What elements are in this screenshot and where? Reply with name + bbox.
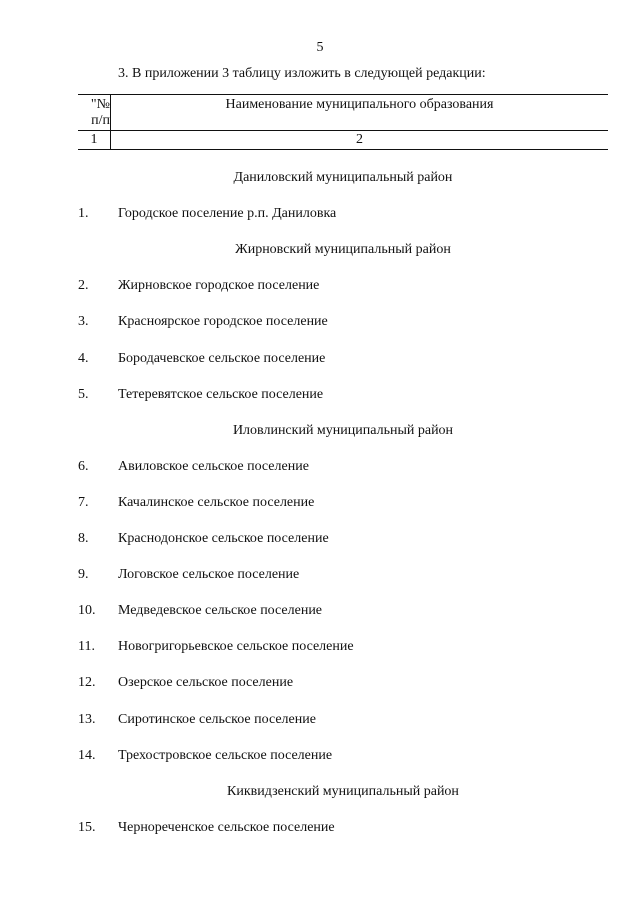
section-title: Киквидзенский муниципальный район	[227, 784, 459, 799]
row-number: 15.	[78, 820, 96, 835]
section-title: Даниловский муниципальный район	[233, 170, 453, 185]
row-number: 11.	[78, 639, 95, 654]
table-header-divider	[78, 130, 608, 131]
intro-paragraph: 3. В приложении 3 таблицу изложить в следующей редакции:	[118, 66, 486, 81]
row-name: Авиловское сельское поселение	[118, 459, 309, 474]
header-index-2: 2	[356, 132, 363, 147]
header-name-cell: Наименование муниципального образования	[225, 97, 494, 112]
table-bottom-border	[78, 149, 608, 150]
row-name: Качалинское сельское поселение	[118, 495, 315, 510]
row-number: 10.	[78, 603, 96, 618]
row-name: Городское поселение р.п. Даниловка	[118, 206, 337, 221]
row-number: 8.	[78, 531, 89, 546]
row-number: 7.	[78, 495, 89, 510]
row-number: 13.	[78, 712, 96, 727]
page-number: 5	[316, 40, 324, 55]
section-title: Иловлинский муниципальный район	[232, 423, 454, 438]
row-name: Трехостровское сельское поселение	[118, 748, 333, 763]
row-name: Новогригорьевское сельское поселение	[118, 639, 354, 654]
row-number: 2.	[78, 278, 89, 293]
header-index-1: 1	[90, 132, 98, 147]
row-name: Жирновское городское поселение	[118, 278, 320, 293]
row-number: 1.	[78, 206, 89, 221]
section-title: Жирновский муниципальный район	[235, 242, 451, 257]
row-name: Озерское сельское поселение	[118, 675, 294, 690]
row-number: 14.	[78, 748, 96, 763]
header-number-cell	[78, 97, 110, 129]
row-number: 5.	[78, 387, 89, 402]
row-number: 9.	[78, 567, 89, 582]
row-name: Сиротинское сельское поселение	[118, 712, 316, 727]
row-name: Медведевское сельское поселение	[118, 603, 323, 618]
header-number-label: "№ п/п	[90, 97, 110, 128]
row-name: Бородачевское сельское поселение	[118, 351, 326, 366]
row-number: 4.	[78, 351, 89, 366]
table-top-border	[78, 94, 608, 95]
row-number: 6.	[78, 459, 89, 474]
row-name: Красноярское городское поселение	[118, 314, 328, 329]
row-name: Чернореченское сельское поселение	[118, 820, 335, 835]
row-name: Краснодонское сельское поселение	[118, 531, 329, 546]
row-number: 3.	[78, 314, 89, 329]
row-name: Логовское сельское поселение	[118, 567, 300, 582]
row-number: 12.	[78, 675, 96, 690]
row-name: Тетеревятское сельское поселение	[118, 387, 324, 402]
